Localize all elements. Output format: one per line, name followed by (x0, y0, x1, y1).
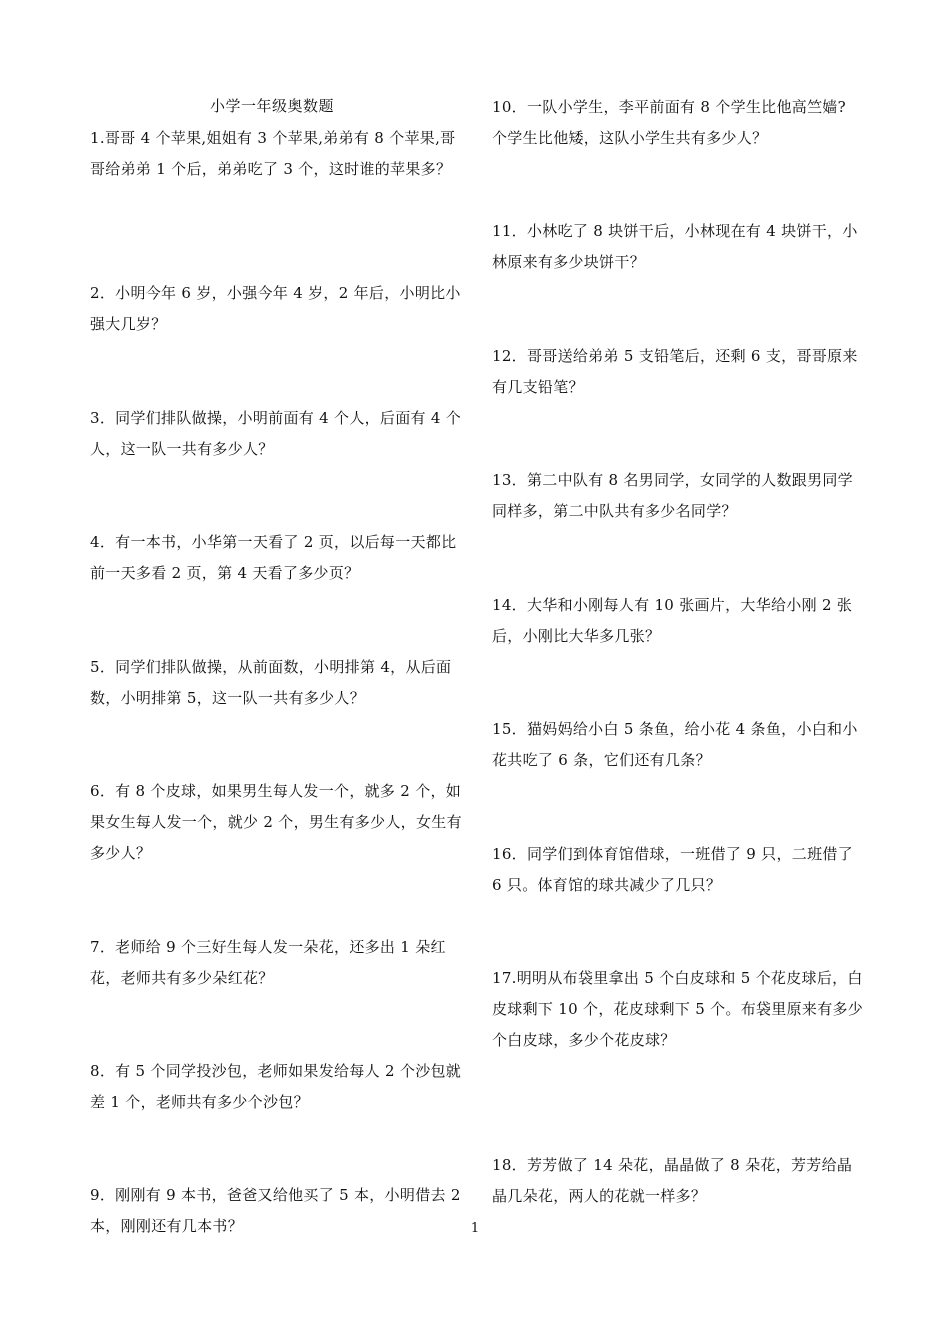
question-16: 16．同学们到体育馆借球，一班借了 9 只，二班借了 6 只。体育馆的球共减少了几只？ (492, 845, 853, 894)
question-5: 5．同学们排队做操，从前面数，小明排第 4，从后面数，小明排第 5，这一队一共有多少人？ (90, 658, 452, 707)
question-18: 18．芳芳做了 14 朵花，晶晶做了 8 朵花，芳芳给晶晶几朵花，两人的花就一样多？ (492, 1156, 853, 1205)
page-title: 小学一年级奥数题 (210, 97, 335, 115)
question-13: 13．第二中队有 8 名男同学，女同学的人数跟男同学同样多，第二中队共有多少名同学？ (492, 471, 853, 520)
question-8: 8．有 5 个同学投沙包，老师如果发给每人 2 个沙包就差 1 个，老师共有多少个沙包？ (90, 1062, 462, 1111)
question-9: 9．刚刚有 9 本书，爸爸又给他买了 5 本，小明借去 2 本，刚刚还有几本书？ (90, 1186, 461, 1235)
question-2: 2．小明今年 6 岁，小强今年 4 岁，2 年后，小明比小强大几岁？ (90, 284, 461, 333)
question-7: 7．老师给 9 个三好生每人发一朵花，还多出 1 朵红花，老师共有多少朵红花？ (90, 938, 446, 987)
question-6: 6．有 8 个皮球，如果男生每人发一个，就多 2 个，如果女生每人发一个，就少 2 个，男生有多少人，女生有多少人？ (90, 782, 462, 862)
question-4: 4．有一本书，小华第一天看了 2 页，以后每一天都比前一天多看 2 页，第 4 天看了多少页？ (90, 533, 457, 582)
question-17: 17.明明从布袋里拿出 5 个白皮球和 5 个花皮球后，白皮球剩下 10 个，花皮球剩下 5 个。布袋里原来有多少个白皮球，多少个花皮球？ (492, 969, 864, 1049)
question-10: 10．一队小学生，李平前面有 8 个学生比他高竺嫱? 个学生比他矮，这队小学生共有多少人？ (492, 98, 847, 147)
page-number: 1 (470, 1221, 480, 1236)
question-3: 3．同学们排队做操，小明前面有 4 个人，后面有 4 个人，这一队一共有多少人？ (90, 409, 462, 458)
question-15: 15．猫妈妈给小白 5 条鱼，给小花 4 条鱼，小白和小花共吃了 6 条，它们还有几条？ (492, 720, 858, 769)
question-12: 12．哥哥送给弟弟 5 支铅笔后，还剩 6 支，哥哥原来有几支铅笔？ (492, 347, 858, 396)
question-14: 14．大华和小刚每人有 10 张画片，大华给小刚 2 张后，小刚比大华多几张？ (492, 596, 853, 645)
question-11: 11．小林吃了 8 块饼干后，小林现在有 4 块饼干，小林原来有多少块饼干？ (492, 222, 858, 271)
question-1: 1.哥哥 4 个苹果,姐姐有 3 个苹果,弟弟有 8 个苹果,哥哥给弟弟 1 个后，弟弟吃了 3 个，这时谁的苹果多？ (90, 129, 456, 178)
